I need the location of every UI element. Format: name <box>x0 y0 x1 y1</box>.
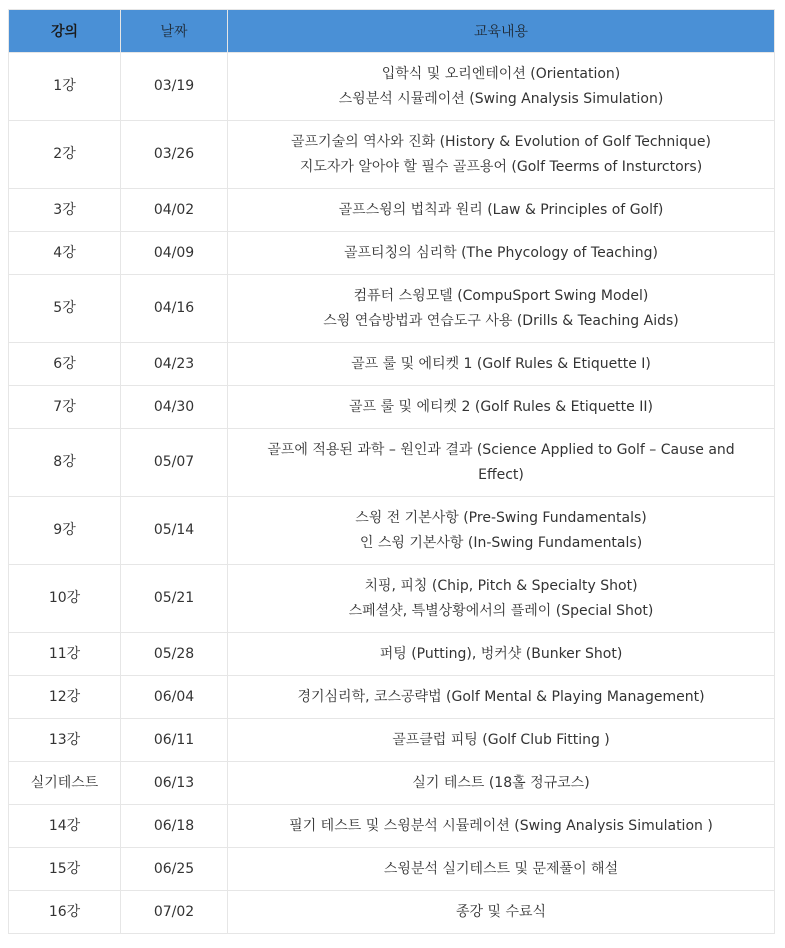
table-row <box>9 805 775 848</box>
table-row <box>9 848 775 891</box>
lecture-cell: 2강 <box>9 121 121 189</box>
date-cell: 04/02 <box>121 189 228 232</box>
date-cell: 04/16 <box>121 275 228 343</box>
date-cell: 07/02 <box>121 891 228 934</box>
content-line: 스윙 전 기본사항 (Pre-Swing Fundamentals) <box>355 509 647 526</box>
content-cell <box>228 676 775 719</box>
lecture-cell: 3강 <box>9 189 121 232</box>
lecture-cell: 5강 <box>9 275 121 343</box>
content-cell <box>228 633 775 676</box>
date-cell: 05/14 <box>121 497 228 565</box>
date-cell: 04/09 <box>121 232 228 275</box>
content-line: 필기 테스트 및 스윙분석 시뮬레이션 (Swing Analysis Simulation ) <box>289 817 713 834</box>
table-row <box>9 891 775 934</box>
content-cell <box>228 53 775 121</box>
lecture-cell: 1강 <box>9 53 121 121</box>
content-line: 지도자가 알아야 할 필수 골프용어 (Golf Teerms of Insturctors) <box>299 158 703 175</box>
table-body <box>9 53 775 934</box>
date-cell: 05/28 <box>121 633 228 676</box>
lecture-cell: 15강 <box>9 848 121 891</box>
content-line: 스윙분석 시뮬레이션 (Swing Analysis Simulation) <box>338 90 664 107</box>
content-cell <box>228 719 775 762</box>
content-line: 퍼팅 (Putting), 벙커샷 (Bunker Shot) <box>379 645 623 662</box>
table-row <box>9 565 775 633</box>
content-cell <box>228 429 775 497</box>
date-cell: 05/21 <box>121 565 228 633</box>
content-line: 골프에 적용된 과학 – 원인과 결과 (Science Applied to Golf – Cause and <box>267 441 735 458</box>
content-line: 인 스윙 기본사항 (In-Swing Fundamentals) <box>359 534 643 551</box>
table-row <box>9 343 775 386</box>
table-row <box>9 719 775 762</box>
table-row <box>9 762 775 805</box>
table-row <box>9 275 775 343</box>
table-row <box>9 386 775 429</box>
lecture-cell: 실기테스트 <box>9 762 121 805</box>
lecture-cell: 8강 <box>9 429 121 497</box>
content-line: Effect) <box>478 466 524 483</box>
content-cell <box>228 848 775 891</box>
header-content: 교육내용 <box>228 10 775 53</box>
lecture-cell: 13강 <box>9 719 121 762</box>
table-row <box>9 53 775 121</box>
content-cell <box>228 565 775 633</box>
date-cell: 06/11 <box>121 719 228 762</box>
content-line: 실기 테스트 (18홀 정규코스) <box>412 774 590 791</box>
content-cell <box>228 805 775 848</box>
content-line: 치핑, 피칭 (Chip, Pitch & Specialty Shot) <box>364 577 638 594</box>
content-cell <box>228 386 775 429</box>
content-cell <box>228 762 775 805</box>
table-row <box>9 497 775 565</box>
content-cell <box>228 121 775 189</box>
table-header-row <box>9 10 775 53</box>
table-row <box>9 121 775 189</box>
table-row <box>9 633 775 676</box>
lecture-cell: 14강 <box>9 805 121 848</box>
date-cell: 06/04 <box>121 676 228 719</box>
content-line: 스페셜샷, 특별상황에서의 플레이 (Special Shot) <box>348 602 654 619</box>
content-cell <box>228 497 775 565</box>
table-row <box>9 232 775 275</box>
content-line: 스윙 연습방법과 연습도구 사용 (Drills & Teaching Aids) <box>323 312 679 329</box>
table-row <box>9 429 775 497</box>
header-date: 날짜 <box>121 10 228 53</box>
date-cell: 06/18 <box>121 805 228 848</box>
content-line: 골프 룰 및 에티켓 2 (Golf Rules & Etiquette II) <box>349 398 653 415</box>
lecture-cell: 7강 <box>9 386 121 429</box>
date-cell: 04/30 <box>121 386 228 429</box>
lecture-cell: 12강 <box>9 676 121 719</box>
content-line: 골프클럽 피팅 (Golf Club Fitting ) <box>392 731 610 748</box>
lecture-cell: 11강 <box>9 633 121 676</box>
curriculum-table <box>8 9 775 934</box>
table-row <box>9 189 775 232</box>
content-line: 골프스윙의 법칙과 원리 (Law & Principles of Golf) <box>338 201 664 218</box>
date-cell: 04/23 <box>121 343 228 386</box>
date-cell: 06/13 <box>121 762 228 805</box>
content-cell <box>228 891 775 934</box>
content-cell <box>228 232 775 275</box>
lecture-cell: 16강 <box>9 891 121 934</box>
header-lecture: 강의 <box>9 10 121 53</box>
content-line: 입학식 및 오리엔테이션 (Orientation) <box>381 65 621 82</box>
content-line: 골프 룰 및 에티켓 1 (Golf Rules & Etiquette I) <box>351 355 651 372</box>
content-line: 컴퓨터 스윙모델 (CompuSport Swing Model) <box>353 287 649 304</box>
lecture-cell: 6강 <box>9 343 121 386</box>
content-cell <box>228 343 775 386</box>
date-cell: 03/19 <box>121 53 228 121</box>
content-line: 골프티칭의 심리학 (The Phycology of Teaching) <box>344 244 658 261</box>
schedule-container <box>8 9 774 934</box>
lecture-cell: 4강 <box>9 232 121 275</box>
content-line: 종강 및 수료식 <box>455 903 547 920</box>
lecture-cell: 10강 <box>9 565 121 633</box>
date-cell: 06/25 <box>121 848 228 891</box>
content-cell <box>228 189 775 232</box>
content-cell <box>228 275 775 343</box>
content-line: 골프기술의 역사와 진화 (History & Evolution of Golf Technique) <box>291 133 711 150</box>
lecture-cell: 9강 <box>9 497 121 565</box>
content-line: 경기심리학, 코스공략법 (Golf Mental & Playing Management) <box>297 688 705 705</box>
date-cell: 05/07 <box>121 429 228 497</box>
date-cell: 03/26 <box>121 121 228 189</box>
content-line: 스윙분석 실기테스트 및 문제풀이 해설 <box>383 860 619 877</box>
table-row <box>9 676 775 719</box>
